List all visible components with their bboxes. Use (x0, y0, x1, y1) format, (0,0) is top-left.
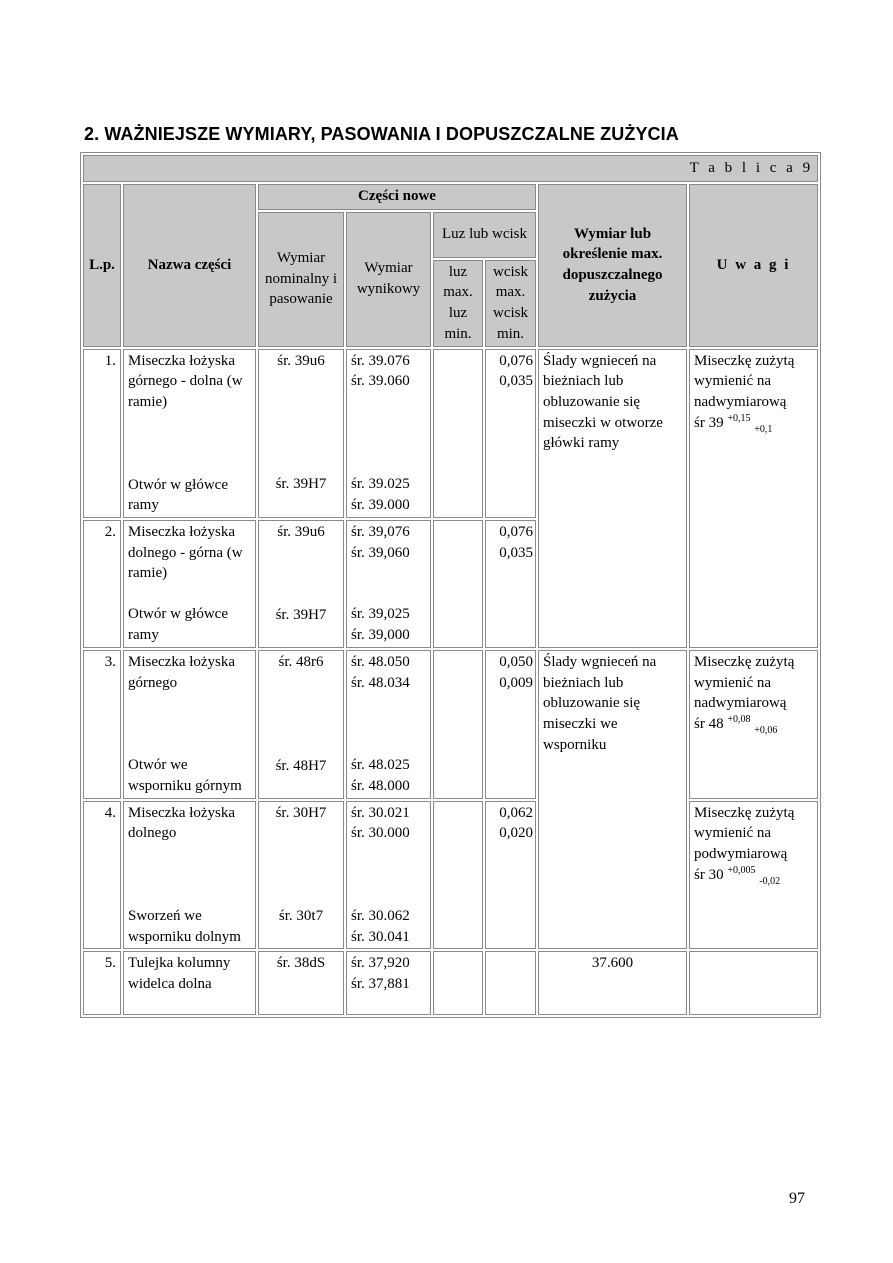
header-czesci-nowe: Części nowe (258, 184, 536, 210)
row-lp: 5. (83, 951, 121, 1015)
nominal-a: śr. 39u6 (277, 524, 325, 541)
wcisk-min: 0,009 (499, 674, 533, 691)
row-luz (433, 650, 483, 799)
row-luz (433, 349, 483, 519)
nominal-b: śr. 30t7 (278, 908, 324, 925)
row-result (346, 801, 431, 950)
nominal-a: śr. 39u6 (277, 352, 325, 369)
wcisk-max: 0,050 (499, 653, 533, 670)
page-number: 97 (789, 1190, 805, 1207)
row-wcisk (485, 520, 536, 648)
result-b1: śr. 48.025 (351, 757, 410, 774)
row-wcisk (485, 349, 536, 519)
header-wcisk: wcisk max. wcisk min. (485, 260, 536, 347)
header-row-1 (83, 184, 818, 210)
remarks-upper-tol: +0,005 (727, 864, 756, 876)
table-row (83, 951, 818, 1015)
result-b1: śr. 39,025 (351, 606, 410, 623)
result-b2: śr. 39.000 (351, 496, 410, 513)
nominal-b: śr. 48H7 (275, 757, 327, 774)
row-lp: 3. (83, 650, 121, 799)
row-lp: 1. (83, 349, 121, 519)
header-uwagi: U w a g i (689, 184, 818, 347)
part-name-a: Miseczka łożyska dolnego - górna (w ramie) (128, 524, 243, 582)
result-a2: śr. 37,881 (351, 976, 410, 993)
row-luz (433, 801, 483, 950)
row-wcisk (485, 951, 536, 1015)
table-label-row (83, 155, 818, 182)
remarks-upper-tol: +0,15 (727, 412, 751, 424)
row-nominal (258, 349, 344, 519)
remarks-dimension (694, 865, 813, 886)
remarks-5 (689, 951, 818, 1015)
part-name-b: Otwór w główce ramy (128, 476, 228, 514)
remarks-text: Miseczkę zużytą wymienić na nadwymiarową (694, 653, 795, 712)
remarks-lower-tol: +0,06 (754, 724, 778, 736)
wcisk-min: 0,035 (499, 373, 533, 390)
nominal-b: śr. 39H7 (275, 606, 327, 623)
result-a1: śr. 39.076 (351, 352, 410, 369)
part-name-a: Miseczka łożyska górnego - dolna (w ramie) (128, 352, 243, 410)
row-lp: 2. (83, 520, 121, 648)
row-result (346, 650, 431, 799)
result-a1: śr. 30.021 (351, 804, 410, 821)
header-wymiar-nominalny: Wymiar nominalny i pasowanie (258, 212, 344, 347)
nominal-b: śr. 39H7 (275, 476, 327, 493)
row-part-name (123, 349, 256, 519)
table-label: T a b l i c a 9 (83, 155, 818, 182)
remarks-dimension (694, 413, 813, 434)
wcisk-max: 0,062 (499, 804, 533, 821)
wcisk-min: 0,020 (499, 825, 533, 842)
result-b1: śr. 30.062 (351, 908, 410, 925)
result-b2: śr. 30.041 (351, 928, 410, 945)
header-luz-lub-wcisk: Luz lub wcisk (433, 212, 536, 258)
header-wymiar-zuzycia: Wymiar lub określenie max. dopuszczalnego zużycia (538, 184, 687, 347)
remarks-base: śr 48 (694, 715, 724, 732)
result-a2: śr. 39.060 (351, 373, 410, 390)
result-a2: śr. 30.000 (351, 825, 410, 842)
remarks-3 (689, 650, 818, 799)
remarks-text: Miseczkę zużytą wymienić na nadwymiarową (694, 352, 795, 410)
row-result (346, 349, 431, 519)
header-lp: L.p. (83, 184, 121, 347)
remarks-upper-tol: +0,08 (727, 713, 751, 725)
wcisk-max: 0,076 (499, 352, 533, 369)
wear-limit-1-2: Ślady wgnieceń na bieżniach lub obluzowanie się miseczki w otworze główki ramy (538, 349, 687, 648)
row-part-name: Tulejka kolumny widelca dolna (123, 951, 256, 1015)
wear-limit-5: 37.600 (538, 951, 687, 1015)
row-wcisk (485, 650, 536, 799)
table-row (83, 349, 818, 519)
result-a1: śr. 37,920 (351, 955, 410, 972)
result-b2: śr. 39,000 (351, 627, 410, 644)
remarks-lower-tol: -0,02 (759, 875, 781, 887)
row-part-name (123, 520, 256, 648)
part-name-b: Otwór we wsporniku górnym (128, 757, 242, 794)
nominal-a: śr. 30H7 (275, 804, 327, 821)
part-name-a: Miseczka łożyska dolnego (128, 804, 236, 842)
nominal-a: śr. 48r6 (278, 653, 324, 670)
header-wymiar-wynikowy: Wymiar wynikowy (346, 212, 431, 347)
row-result (346, 951, 431, 1015)
result-a2: śr. 39,060 (351, 544, 410, 561)
remarks-1-2 (689, 349, 818, 648)
part-name-a: Miseczka łożyska górnego (128, 653, 236, 691)
section-title: 2. WAŻNIEJSZE WYMIARY, PASOWANIA I DOPUSZCZALNE ZUŻYCIA (84, 124, 679, 144)
part-name-b: Sworzeń we wsporniku dolnym (128, 908, 241, 945)
row-luz (433, 520, 483, 648)
row-nominal: śr. 38dS (258, 951, 344, 1015)
remarks-4 (689, 801, 818, 950)
dimensions-table (80, 152, 821, 1018)
remarks-base: śr 39 (694, 414, 724, 431)
header-luz: luz max. luz min. (433, 260, 483, 347)
result-b2: śr. 48.000 (351, 777, 410, 794)
row-nominal (258, 650, 344, 799)
header-nazwa: Nazwa części (123, 184, 256, 347)
wear-limit-3-4: Ślady wgnieceń na bieżniach lub obluzowanie się miseczki we wsporniku (538, 650, 687, 950)
row-part-name (123, 801, 256, 950)
result-a1: śr. 39,076 (351, 524, 410, 541)
row-nominal (258, 520, 344, 648)
wcisk-max: 0,076 (499, 524, 533, 541)
remarks-text: Miseczkę zużytą wymienić na podwymiarową (694, 804, 795, 863)
remarks-base: śr 30 (694, 866, 724, 883)
row-nominal (258, 801, 344, 950)
row-result (346, 520, 431, 648)
table-row (83, 650, 818, 799)
wcisk-min: 0,035 (499, 544, 533, 561)
remarks-lower-tol: +0,1 (754, 423, 773, 435)
part-name-b: Otwór w główce ramy (128, 606, 228, 643)
row-wcisk (485, 801, 536, 950)
table-row (83, 801, 818, 950)
row-part-name (123, 650, 256, 799)
remarks-dimension (694, 714, 813, 735)
row-lp: 4. (83, 801, 121, 950)
row-luz (433, 951, 483, 1015)
result-a2: śr. 48.034 (351, 674, 410, 691)
result-a1: śr. 48.050 (351, 653, 410, 670)
result-b1: śr. 39.025 (351, 475, 410, 492)
